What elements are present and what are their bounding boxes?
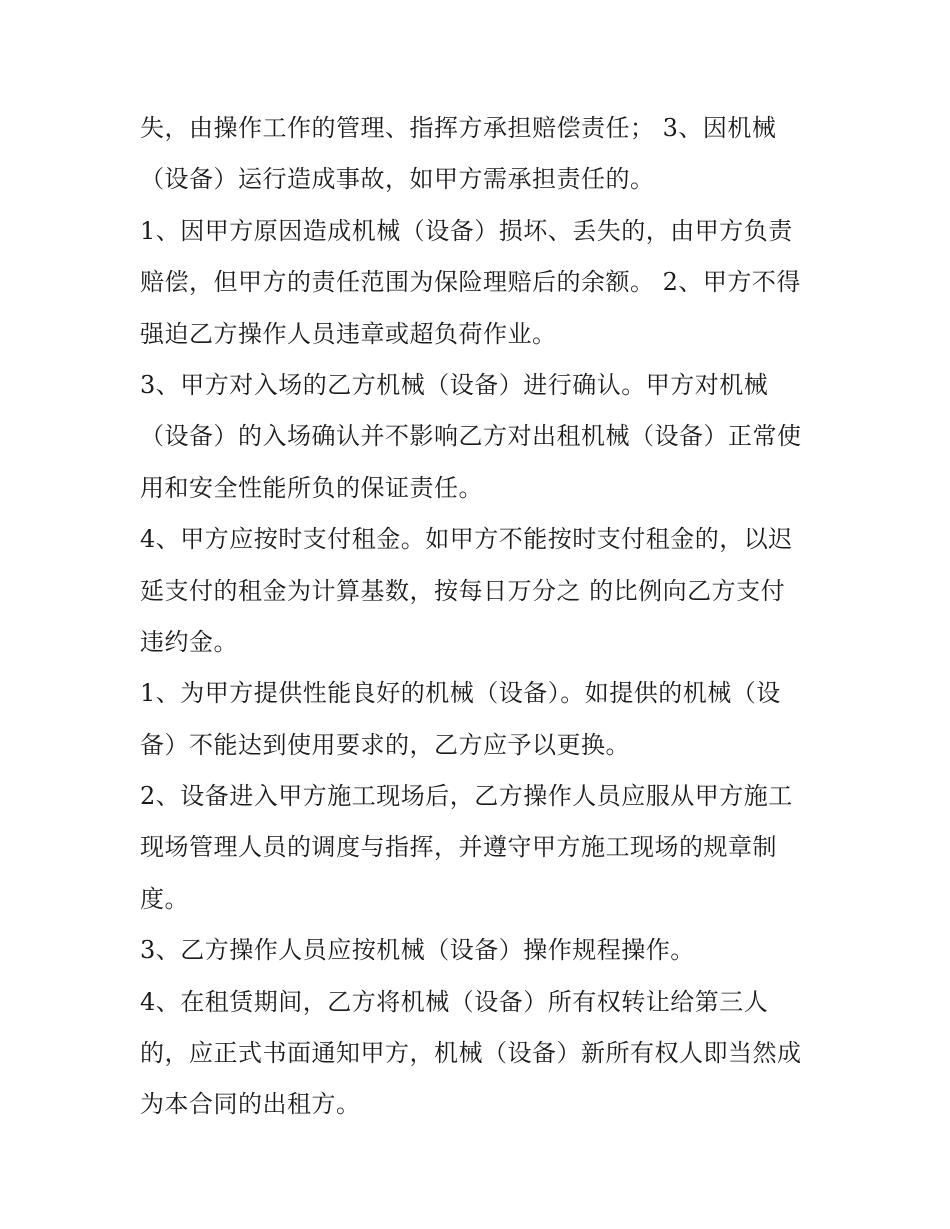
text-line: 4、在租赁期间，乙方将机械（设备）所有权转让给第三人 — [140, 987, 769, 1016]
text-line: 4、甲方应按时支付租金。如甲方不能按时支付租金的，以迟 — [140, 525, 793, 554]
text-line: 的，应正式书面通知甲方，机械（设备）新所有权人即当然成 — [140, 1039, 802, 1068]
text-line: （设备）运行造成事故，如甲方需承担责任的。 — [140, 165, 655, 194]
text-line: 失，由操作工作的管理、指挥方承担赔偿责任； 3、因机械 — [140, 114, 777, 142]
text-line: 2、设备进入甲方施工现场后，乙方操作人员应服从甲方施工 — [140, 782, 793, 811]
contract-text — [140, 103, 830, 1131]
text-line: 延支付的租金为计算基数，按每日万分之 的比例向乙方支付 — [140, 576, 786, 605]
text-line: 度。 — [140, 884, 189, 913]
text-line: 赔偿，但甲方的责任范围为保险理赔后的余额。 2、甲方不得 — [140, 268, 801, 297]
text-line: 违约金。 — [140, 627, 238, 656]
text-line: 为本合同的出租方。 — [140, 1090, 361, 1119]
text-line: （设备）的入场确认并不影响乙方对出租机械（设备）正常使 — [140, 422, 802, 451]
text-line: 1、为甲方提供性能良好的机械（设备）。如提供的机械（设 — [140, 679, 781, 708]
text-line: 强迫乙方操作人员违章或超负荷作业。 — [140, 319, 557, 348]
text-line: 1、因甲方原因造成机械（设备）损坏、丢失的，由甲方负责 — [140, 216, 793, 245]
text-line: 3、乙方操作人员应按机械（设备）操作规程操作。 — [140, 936, 695, 965]
text-line: 用和安全性能所负的保证责任。 — [140, 473, 483, 502]
text-line: 备）不能达到使用要求的，乙方应予以更换。 — [140, 730, 630, 759]
text-line: 3、甲方对入场的乙方机械（设备）进行确认。甲方对机械 — [140, 370, 769, 399]
text-line: 现场管理人员的调度与指挥，并遵守甲方施工现场的规章制 — [140, 833, 777, 862]
